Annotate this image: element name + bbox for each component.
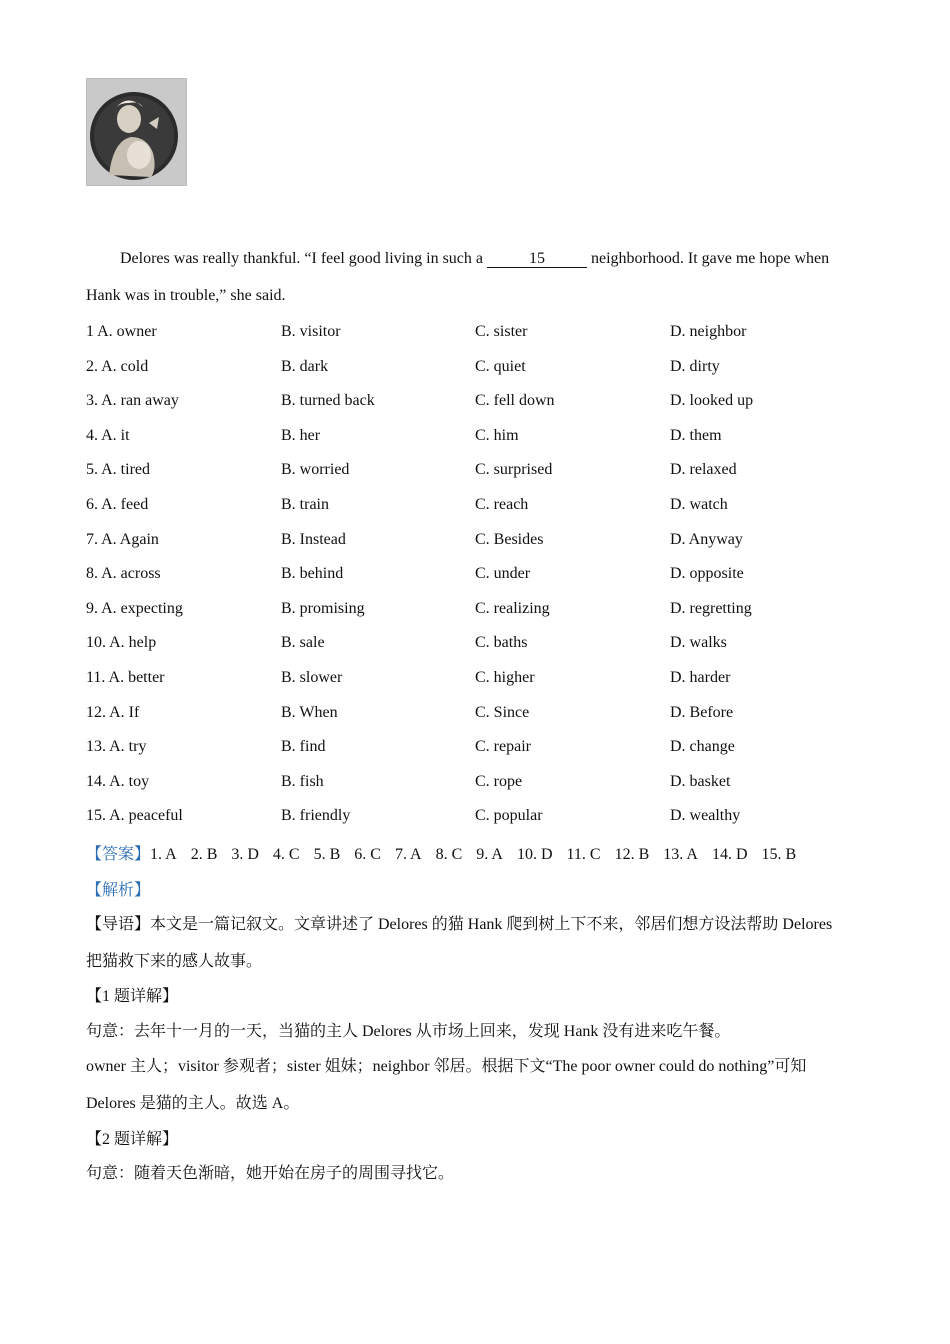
answer-item: 10. D (516, 846, 553, 863)
answer-item: 7. A (394, 846, 422, 863)
option-num: 14. A. toy (86, 772, 150, 790)
guide-line-1: 【导语】本文是一篇记叙文。文章讲述了 Delores 的猫 Hank 爬到树上下不来，邻居们想方设法帮助 Delores (86, 916, 833, 933)
q1-words: owner 主人；visitor 参观者；sister 姐妹；neighbor 邻居。根据下文“The poor owner could do nothing”可知 (86, 1058, 807, 1075)
option-d: D. watch (670, 496, 728, 513)
passage-text-pre: Delores was really thankful. “I feel good living in such a (120, 250, 487, 267)
option-b: B. Instead (281, 530, 346, 548)
analysis-label: 【解析】 (86, 882, 151, 899)
option-d: D. opposite (670, 565, 744, 583)
option-d: D. neighbor (670, 323, 747, 340)
option-c: C. surprised (475, 461, 553, 479)
option-num: 7. A. Again (86, 530, 159, 548)
option-c: C. Besides (475, 530, 544, 548)
option-d: D. looked up (670, 392, 754, 410)
option-d: D. them (670, 426, 722, 444)
answer-line (86, 841, 796, 864)
option-b: B. her (281, 426, 321, 444)
q1-conclusion: Delores 是猫的主人。故选 A。 (86, 1095, 300, 1112)
option-num: 11. A. better (86, 669, 165, 686)
option-num: 8. A. across (86, 565, 161, 583)
option-b: B. friendly (281, 807, 351, 825)
option-num: 6. A. feed (86, 496, 149, 513)
option-num: 5. A. tired (86, 461, 150, 479)
option-b: B. turned back (281, 392, 375, 410)
option-c: C. baths (475, 634, 528, 652)
option-c: C. repair (475, 738, 531, 756)
q2-meaning: 句意：随着天色渐暗，她开始在房子的周围寻找它。 (86, 1165, 455, 1182)
option-d: D. harder (670, 669, 731, 686)
option-b: B. visitor (281, 323, 341, 340)
option-c: C. him (475, 426, 519, 444)
option-b: B. dark (281, 357, 329, 375)
option-b: B. slower (281, 669, 343, 686)
option-d: D. Anyway (670, 530, 743, 548)
option-d: D. change (670, 738, 735, 756)
answer-label: 【答案】 (86, 846, 151, 863)
answer-item: 11. C (566, 846, 601, 863)
answer-item: 9. A (476, 846, 503, 863)
passage-line-1 (120, 250, 829, 268)
option-num: 4. A. it (86, 426, 130, 444)
answer-item: 3. D (231, 846, 259, 863)
option-c: C. sister (475, 323, 528, 340)
option-d: D. regretting (670, 599, 752, 617)
option-num: 13. A. try (86, 738, 147, 756)
q2-detail-title: 【2 题详解】 (86, 1131, 179, 1148)
answer-item: 2. B (190, 846, 218, 863)
option-b: B. When (281, 703, 338, 721)
option-b: B. sale (281, 634, 325, 652)
option-c: C. reach (475, 496, 529, 513)
option-num: 9. A. expecting (86, 599, 183, 617)
q1-detail-title: 【1 题详解】 (86, 988, 179, 1005)
answer-item: 14. D (711, 846, 748, 863)
option-num: 1 A. owner (86, 323, 157, 340)
answer-item: 8. C (435, 846, 463, 863)
option-b: B. fish (281, 772, 324, 790)
guide-line-2: 把猫救下来的感人故事。 (86, 953, 263, 970)
option-d: D. Before (670, 703, 734, 721)
option-num: 2. A. cold (86, 357, 149, 375)
option-b: B. train (281, 496, 329, 513)
answer-list (150, 846, 796, 863)
option-c: C. Since (475, 703, 530, 721)
cat-owner-photo (86, 78, 187, 186)
answer-item: 13. A (663, 846, 698, 863)
option-d: D. dirty (670, 357, 720, 375)
option-d: D. relaxed (670, 461, 737, 479)
option-c: C. rope (475, 772, 523, 790)
q1-meaning: 句意：去年十一月的一天，当猫的主人 Delores 从市场上回来，发现 Hank 没有进来吃午餐。 (86, 1023, 731, 1040)
option-num: 15. A. peaceful (86, 807, 183, 825)
option-b: B. find (281, 738, 326, 756)
portrait-image (87, 79, 186, 185)
option-b: B. promising (281, 599, 365, 617)
option-c: C. realizing (475, 599, 550, 617)
option-c: C. popular (475, 807, 543, 825)
answer-item: 4. C (272, 846, 300, 863)
passage-line-2: Hank was in trouble,” she said. (86, 287, 286, 304)
option-c: C. quiet (475, 357, 526, 375)
answer-item: 15. B (761, 846, 797, 863)
answer-item: 6. C (354, 846, 381, 863)
option-num: 10. A. help (86, 634, 157, 652)
option-d: D. wealthy (670, 807, 741, 825)
option-c: C. fell down (475, 392, 555, 410)
option-c: C. under (475, 565, 531, 583)
answer-item: 5. B (313, 846, 341, 863)
option-b: B. worried (281, 461, 350, 479)
answer-item: 1. A (150, 846, 177, 863)
option-d: D. walks (670, 634, 727, 652)
answer-blank: 15 (487, 251, 587, 268)
option-d: D. basket (670, 772, 731, 790)
option-b: B. behind (281, 565, 344, 583)
answer-item: 12. B (614, 846, 650, 863)
passage-text-post: neighborhood. It gave me hope when (587, 250, 830, 267)
option-c: C. higher (475, 669, 535, 686)
option-num: 3. A. ran away (86, 392, 179, 410)
option-num: 12. A. If (86, 703, 140, 721)
